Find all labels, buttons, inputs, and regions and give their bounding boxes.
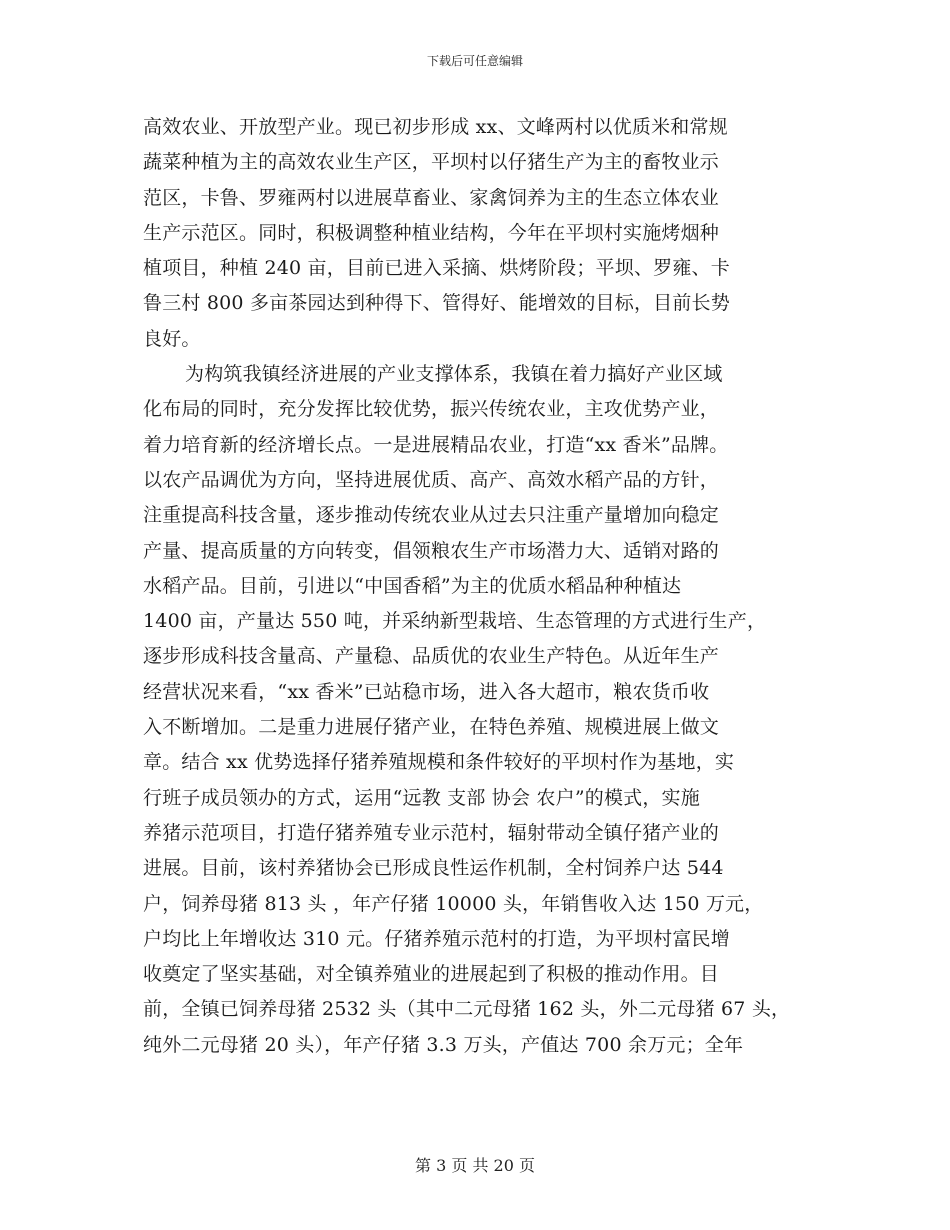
text-line: 范区，卡鲁、罗雍两村以进展草畜业、家禽饲养为主的生态立体农业 — [143, 186, 720, 209]
text-line: 进展。目前，该村养猪协会已形成良性运作机制，全村饲养户达 544 — [143, 857, 724, 880]
page-header-note: 下载后可任意编辑 — [426, 54, 523, 68]
text-line: 户均比上年增收达 310 元。仔猪养殖示范村的打造，为平坝村富民增 — [143, 927, 730, 950]
paragraph-first-line: 为构筑我镇经济进展的产业支撑体系，我镇在着力搞好产业区域 — [185, 363, 723, 386]
text-line: 入不断增加。二是重力进展仔猪产业，在特色养殖、规模进展上做文 — [143, 716, 720, 739]
text-line: 行班子成员领办的方式，运用“远教 支部 协会 农户”的模式，实施 — [143, 786, 700, 809]
text-line: 着力培育新的经济增长点。一是进展精品农业，打造“xx 香米”品牌。 — [143, 433, 729, 456]
text-line: 以农产品调优为方向，坚持进展优质、高产、高效水稻产品的方针， — [143, 468, 720, 491]
text-line: 注重提高科技含量，逐步推动传统农业从过去只注重产量增加向稳定 — [143, 504, 720, 527]
page-number-footer: 第 3 页 共 20 页 — [415, 1156, 535, 1175]
document-body — [143, 110, 843, 1098]
text-line: 鲁三村 800 多亩茶园达到种得下、管得好、能增效的目标，目前长势 — [143, 292, 730, 315]
text-line: 逐步形成科技含量高、产量稳、品质优的农业生产特色。从近年生产 — [143, 645, 720, 668]
text-line: 植项目，种植 240 亩，目前已进入采摘、烘烤阶段；平坝、罗雍、卡 — [143, 257, 730, 280]
text-line: 化布局的同时，充分发挥比较优势，振兴传统农业，主攻优势产业， — [143, 398, 720, 421]
text-line: 经营状况来看，“xx 香米”已站稳市场，进入各大超市，粮农货币收 — [143, 680, 710, 703]
text-line: 良好。 — [143, 327, 201, 350]
text-line: 产量、提高质量的方向转变，倡领粮农生产市场潜力大、适销对路的 — [143, 539, 720, 562]
text-line — [143, 1063, 843, 1098]
text-line: 1400 亩，产量达 550 吨，并采纳新型栽培、生态管理的方式进行生产， — [143, 610, 767, 633]
text-line: 收奠定了坚实基础，对全镇养殖业的进展起到了积极的推动作用。目 — [143, 963, 720, 986]
text-line: 前，全镇已饲养母猪 2532 头（其中二元母猪 162 头，外二元母猪 67 头， — [143, 998, 791, 1021]
text-line: 水稻产品。目前，引进以“中国香稻”为主的优质水稻品种种植达 — [143, 574, 682, 597]
text-line: 纯外二元母猪 20 头），年产仔猪 3.3 万头，产值达 700 余万元；全年 — [143, 1033, 744, 1056]
text-line: 高效农业、开放型产业。现已初步形成 xx、文峰两村以优质米和常规 — [143, 116, 728, 138]
text-line: 生产示范区。同时，积极调整种植业结构，今年在平坝村实施烤烟种 — [143, 221, 720, 244]
text-line: 户，饲养母猪 813 头 ，年产仔猪 10000 头，年销售收入达 150 万元， — [143, 892, 764, 915]
text-line: 蔬菜种植为主的高效农业生产区，平坝村以仔猪生产为主的畜牧业示 — [143, 151, 720, 174]
text-line: 养猪示范项目，打造仔猪养殖专业示范村，辐射带动全镇仔猪产业的 — [143, 821, 720, 844]
text-line: 章。结合 xx 优势选择仔猪养殖规模和条件较好的平坝村作为基地，实 — [143, 751, 735, 774]
